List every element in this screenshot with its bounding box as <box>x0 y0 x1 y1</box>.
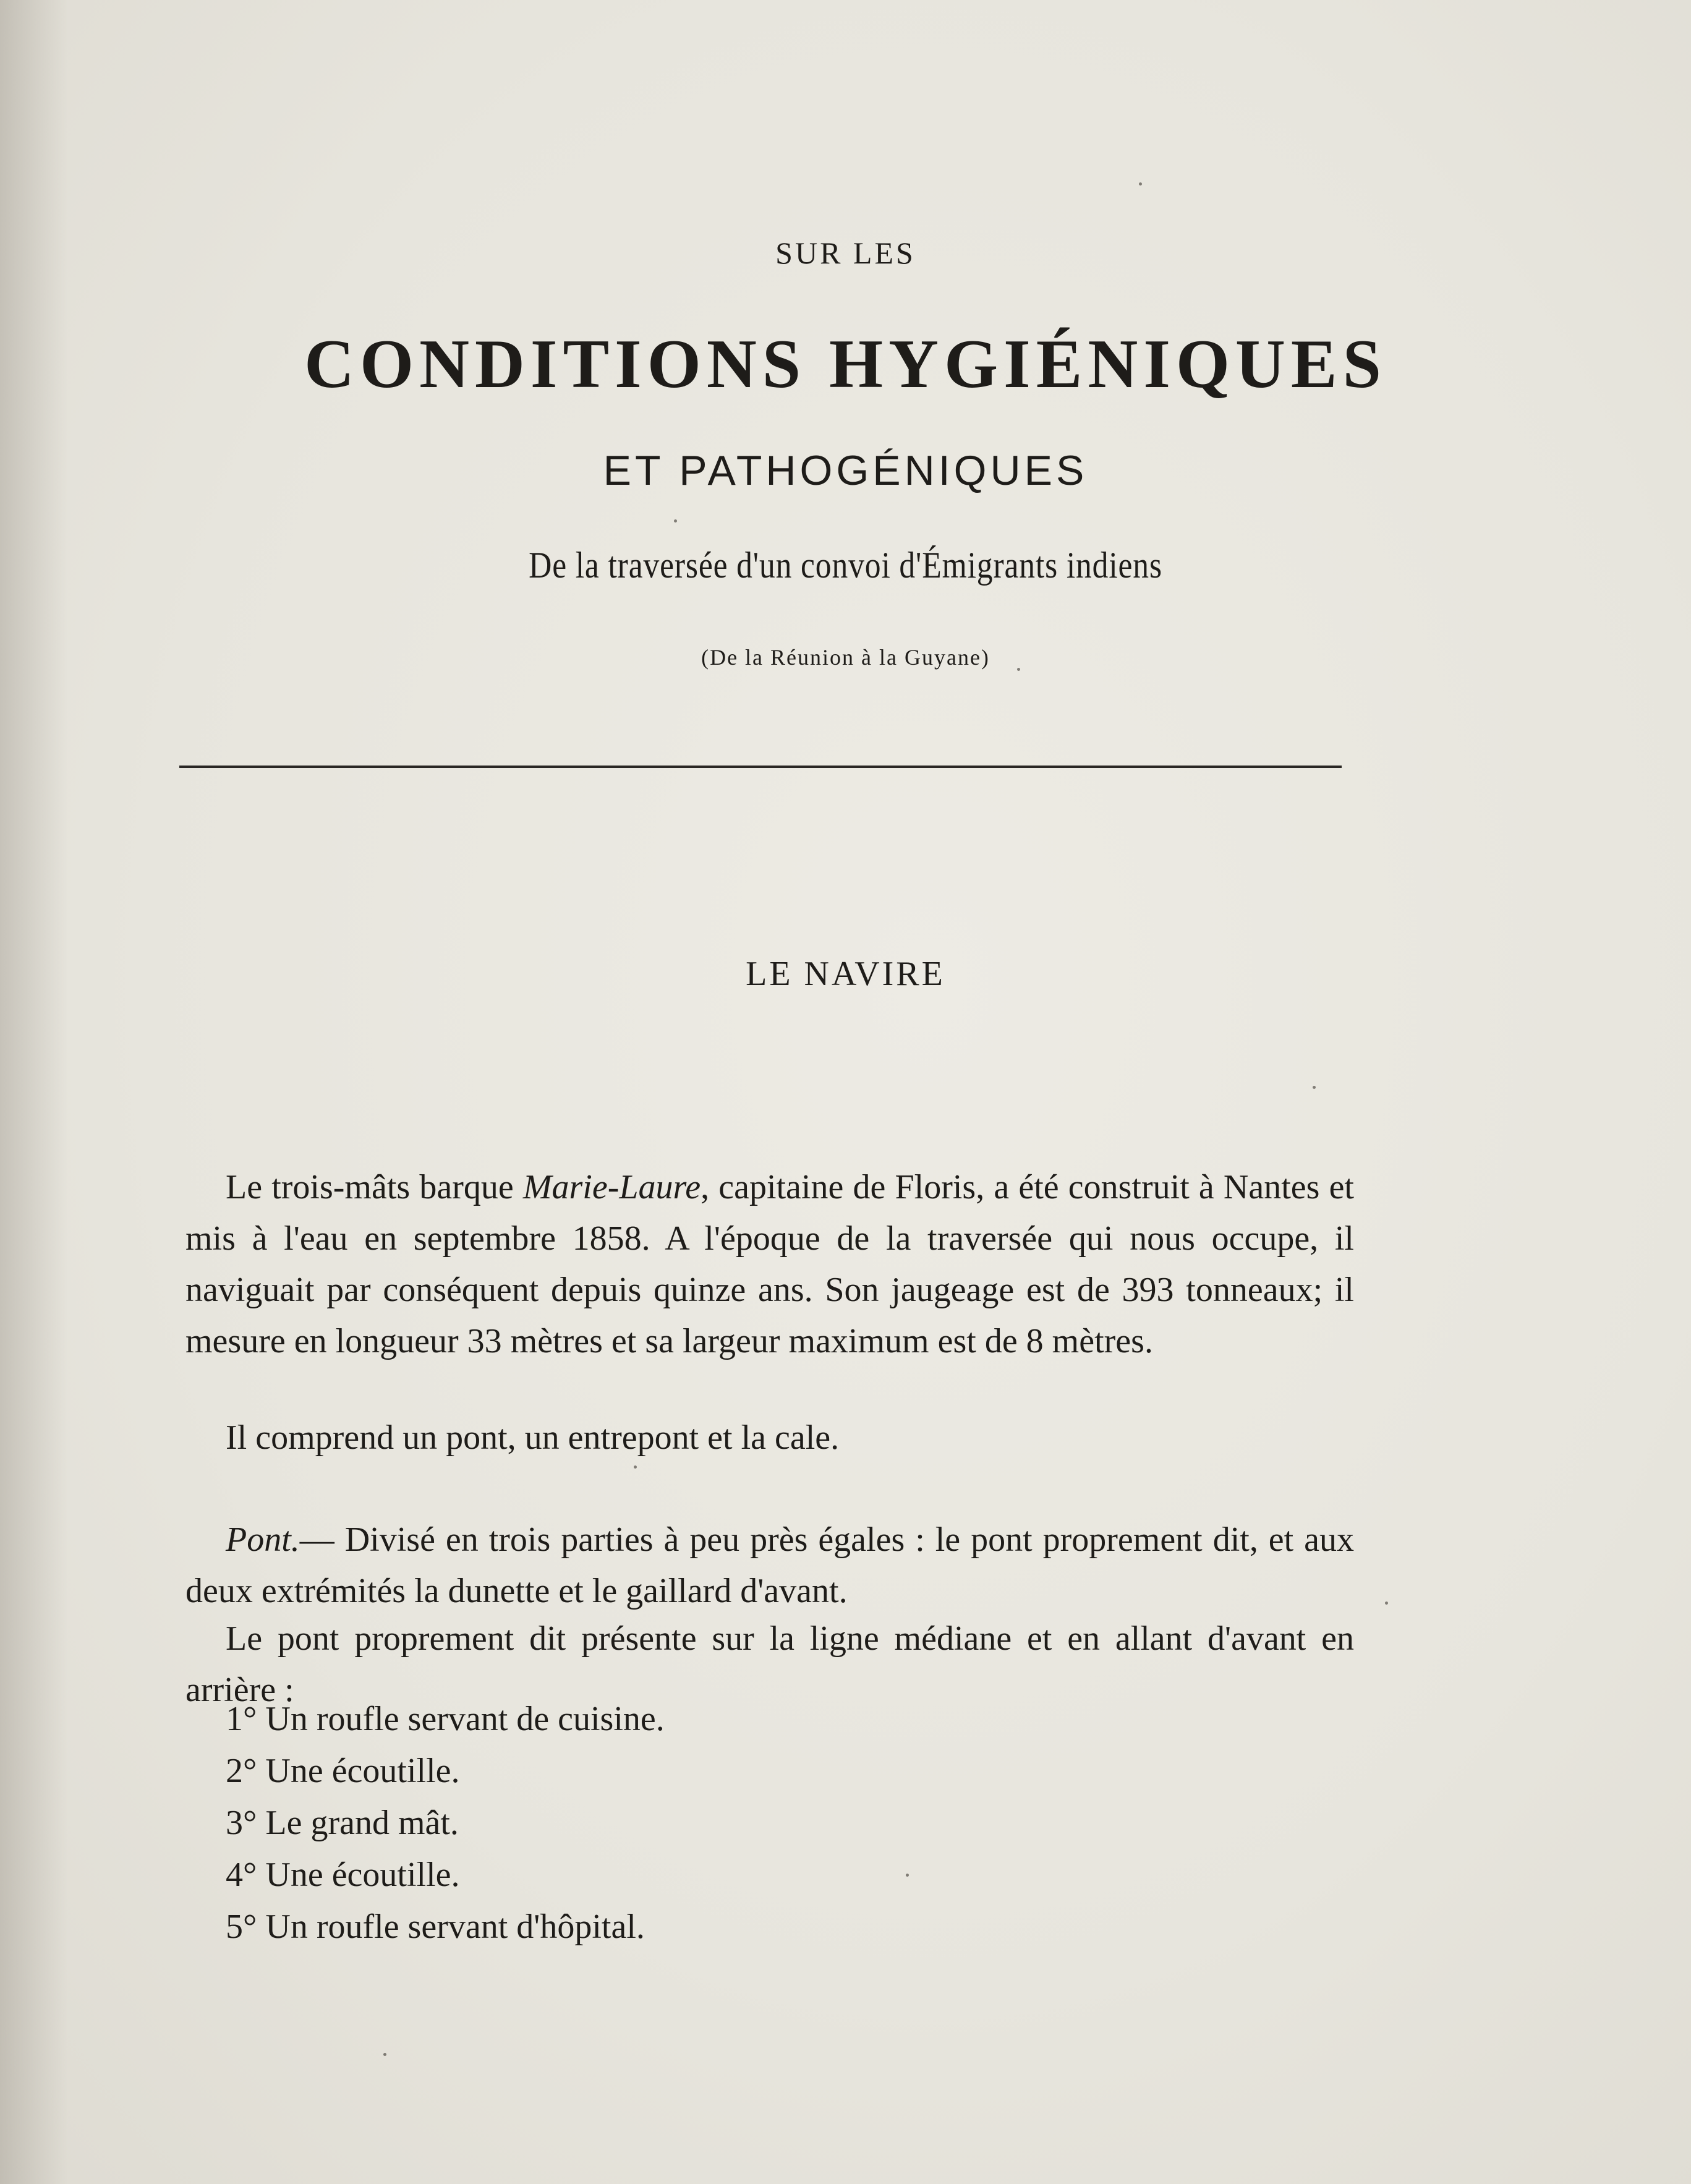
paragraph-ship-rest: , capitaine de Floris, a été construit à Nantes et mis à l'eau en septembre 1858. A l'époque de la traversée qui nous occupe, il naviguait par conséquent depuis quinze ans. Son jaugeage est de 393 tonneaux; il mesure en longueur 33 mètres et sa largeur maximum est de 8 mètres. <box>185 1168 1354 1360</box>
paragraph-ship <box>185 1162 1354 1367</box>
title-line-2: ET PATHOGÉNIQUES <box>603 447 1088 494</box>
deck-item-list <box>226 1693 665 1953</box>
paper-speck <box>1017 668 1020 671</box>
section-heading: LE NAVIRE <box>746 955 945 993</box>
list-item: 1° Un roufle servant de cuisine. <box>226 1700 665 1738</box>
paper-speck <box>674 519 677 523</box>
pont-text: — Divisé en trois parties à peu près égales : le pont proprement dit, et aux deux extrémités la dunette et le gaillard d'avant. <box>185 1521 1354 1610</box>
paragraph-decks: Il comprend un pont, un entrepont et la cale. <box>226 1418 840 1457</box>
paper-speck <box>906 1874 909 1877</box>
paragraph-pont <box>185 1514 1354 1617</box>
paper-speck <box>1313 1086 1316 1089</box>
list-item: 4° Une écoutille. <box>226 1856 460 1894</box>
route-note: (De la Réunion à la Guyane) <box>701 645 990 670</box>
main-title: CONDITIONS HYGIÉNIQUES <box>304 326 1387 403</box>
paper-speck <box>1385 1602 1388 1605</box>
paper-speck <box>1139 182 1142 186</box>
paragraph-pont-median: Le pont proprement dit présente sur la ligne médiane et en allant d'avant en arrière : <box>185 1619 1354 1709</box>
list-item: 5° Un roufle servant d'hôpital. <box>226 1908 645 1946</box>
paragraph-ship-intro: Le trois-mâts barque <box>226 1168 523 1206</box>
list-item: 2° Une écoutille. <box>226 1752 460 1790</box>
pont-label: Pont. <box>226 1521 300 1559</box>
divider-rule <box>179 766 1342 768</box>
paper-speck <box>383 2053 386 2056</box>
subtitle: De la traversée d'un convoi d'Émigrants indiens <box>529 545 1162 586</box>
list-item: 3° Le grand mât. <box>226 1804 459 1842</box>
title-prefix: SUR LES <box>775 236 916 270</box>
ship-name: Marie-Laure <box>522 1168 701 1206</box>
paper-speck <box>634 1465 637 1469</box>
